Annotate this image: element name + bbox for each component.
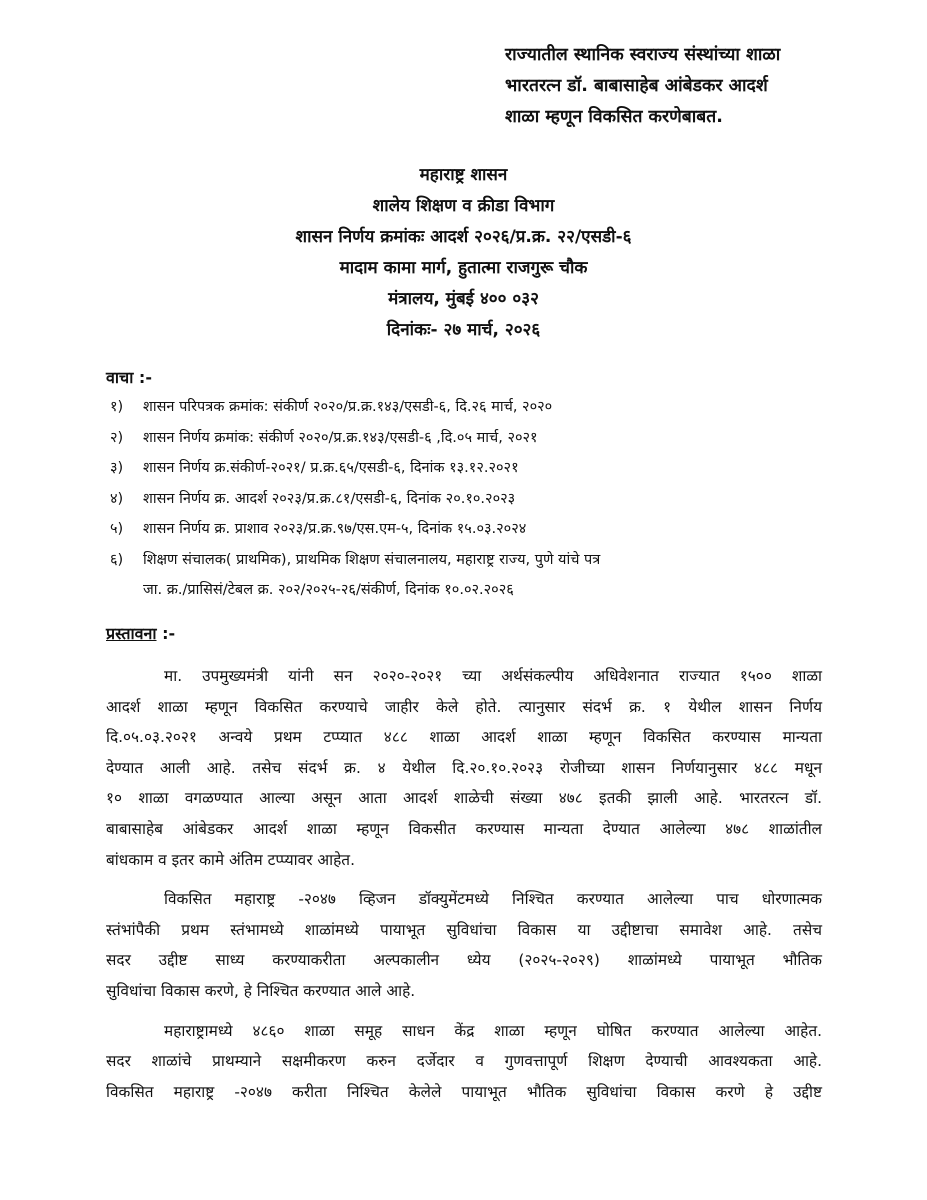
reference-text: शासन परिपत्रक क्रमांक: संकीर्ण २०२०/प्र.क्र.१४३/एसडी-६, दि.२६ मार्च, २०२०	[143, 399, 553, 415]
paragraph-line: विकसित महाराष्ट्र -२०४७ करीता निश्चित केलेले पायाभूत भौतिक सुविधांचा विकास करणे हे उद्दीष्ट	[106, 1082, 822, 1101]
subject-block	[505, 40, 850, 133]
paragraph-line: देण्यात आली आहे. तसेच संदर्भ क्र. ४ येथील दि.२०.१०.२०२३ रोजीच्या शासन निर्णयानुसार ४८८ मधून	[106, 758, 822, 777]
paragraph-line: १० शाळा वगळण्यात आल्या असून आता आदर्श शाळेची संख्या ४७८ इतकी झाली आहे. भारतरत्न डॉ.	[106, 789, 822, 808]
reference-number: ३)	[110, 460, 124, 476]
reference-text: शासन निर्णय क्र. आदर्श २०२३/प्र.क्र.८१/एसडी-६, दिनांक २०.१०.२०२३	[143, 490, 516, 507]
reference-number: ४)	[110, 490, 124, 507]
reference-item	[110, 453, 850, 484]
reference-item-continuation	[110, 575, 850, 606]
reference-text-continuation: जा. क्र./प्रासिसं/टेबल क्र. २०२/२०२५-२६/संकीर्ण, दिनांक १०.०२.२०२६	[143, 582, 514, 598]
preamble-body	[106, 661, 822, 1116]
reference-number: १)	[110, 399, 124, 415]
reads-label: वाचा :-	[106, 368, 152, 387]
gr-number: शासन निर्णय क्रमांकः आदर्श २०२६/प्र.क्र. २२/एसडी-६	[295, 227, 632, 247]
paragraph-line: बाबासाहेब आंबेडकर आदर्श शाळा म्हणून विकसीत करण्यास मान्यता देण्यात आलेल्या ४७८ शाळांतील	[106, 819, 822, 838]
subject-line: राज्यातील स्थानिक स्वराज्य संस्थांच्या शाळा	[505, 45, 781, 65]
paragraph	[106, 884, 822, 1006]
subject-line: भारतरत्न डॉ. बाबासाहेब आंबेडकर आदर्श	[505, 76, 768, 96]
paragraph-line: सुविधांचा विकास करणे, हे निश्चित करण्यात आले आहे.	[106, 981, 416, 1000]
department-name: शालेय शिक्षण व क्रीडा विभाग	[372, 196, 555, 216]
paragraph-line: महाराष्ट्रामध्ये ४८६० शाळा समूह साधन केंद्र शाळा म्हणून घोषित करण्यात आलेल्या आहेत.	[164, 1021, 822, 1040]
reference-item	[110, 514, 850, 545]
preamble-label-text: प्रस्तावना	[106, 624, 157, 643]
document-heading	[0, 160, 927, 346]
paragraph-line: सदर उद्दीष्ट साध्य करण्याकरीता अल्पकालीन ध्येय (२०२५-२०२९) शाळांमध्ये पायाभूत भौतिक	[106, 951, 822, 970]
paragraph-line: मा. उपमुख्यमंत्री यांनी सन २०२०-२०२१ च्या अर्थसंकल्पीय अधिवेशनात राज्यात १५०० शाळा	[164, 667, 822, 685]
paragraph	[106, 1016, 822, 1108]
office-address: मादाम कामा मार्ग, हुतात्मा राजगुरू चौक	[339, 258, 588, 278]
office-place: मंत्रालय, मुंबई ४०० ०३२	[388, 289, 539, 309]
reference-number: ५)	[110, 521, 124, 537]
paragraph	[106, 661, 822, 875]
reference-number: २)	[110, 429, 124, 446]
paragraph-line: विकसित महाराष्ट्र -२०४७ व्हिजन डॉक्युमेंटमध्ये निश्चित करण्यात आलेल्या पाच धोरणात्मक	[164, 890, 822, 909]
paragraph-line: आदर्श शाळा म्हणून विकसित करण्याचे जाहीर केले होते. त्यानुसार संदर्भ क्र. १ येथील शासन निर्णय	[106, 697, 822, 716]
subject-line: शाळा म्हणून विकसित करणेबाबत.	[505, 107, 723, 127]
paragraph-line: स्तंभांपैकी प्रथम स्तंभामध्ये शाळांमध्ये पायाभूत सुविधांचा विकास या उद्दीष्टाचा समावेश आहे. तसेच	[106, 920, 822, 939]
reference-item	[110, 423, 850, 454]
preamble-label	[106, 622, 175, 644]
reference-text: शासन निर्णय क्रमांक: संकीर्ण २०२०/प्र.क्र.१४३/एसडी-६ ,दि.०५ मार्च, २०२१	[143, 429, 538, 446]
reference-text: शासन निर्णय क्र. प्राशाव २०२३/प्र.क्र.९७/एस.एम-५, दिनांक १५.०३.२०२४	[143, 521, 527, 537]
paragraph-line: सदर शाळांचे प्राथम्याने सक्षमीकरण करुन दर्जेदार व गुणवत्तापूर्ण शिक्षण देण्याची आवश्यकता आहे.	[106, 1052, 822, 1071]
reference-item	[110, 484, 850, 515]
document-date: दिनांकः- २७ मार्च, २०२६	[386, 320, 541, 340]
reference-text: शिक्षण संचालक( प्राथमिक), प्राथमिक शिक्षण संचालनालय, महाराष्ट्र राज्य, पुणे यांचे पत्र	[143, 551, 601, 568]
preamble-label-suffix: :-	[156, 624, 176, 643]
reference-number: ६)	[110, 551, 124, 568]
paragraph-line: बांधकाम व इतर कामे अंतिम टप्प्यावर आहेत.	[106, 850, 355, 869]
reference-item	[110, 545, 850, 576]
paragraph-line: दि.०५.०३.२०२१ अन्वये प्रथम टप्प्यात ४८८ शाळा आदर्श शाळा म्हणून विकसित करण्यास मान्यता	[106, 728, 822, 747]
government-name: महाराष्ट्र शासन	[419, 165, 508, 185]
reference-item	[110, 392, 850, 423]
reference-list	[110, 392, 850, 606]
reference-text: शासन निर्णय क्र.संकीर्ण-२०२१/ प्र.क्र.६५/एसडी-६, दिनांक १३.१२.२०२१	[143, 460, 519, 476]
